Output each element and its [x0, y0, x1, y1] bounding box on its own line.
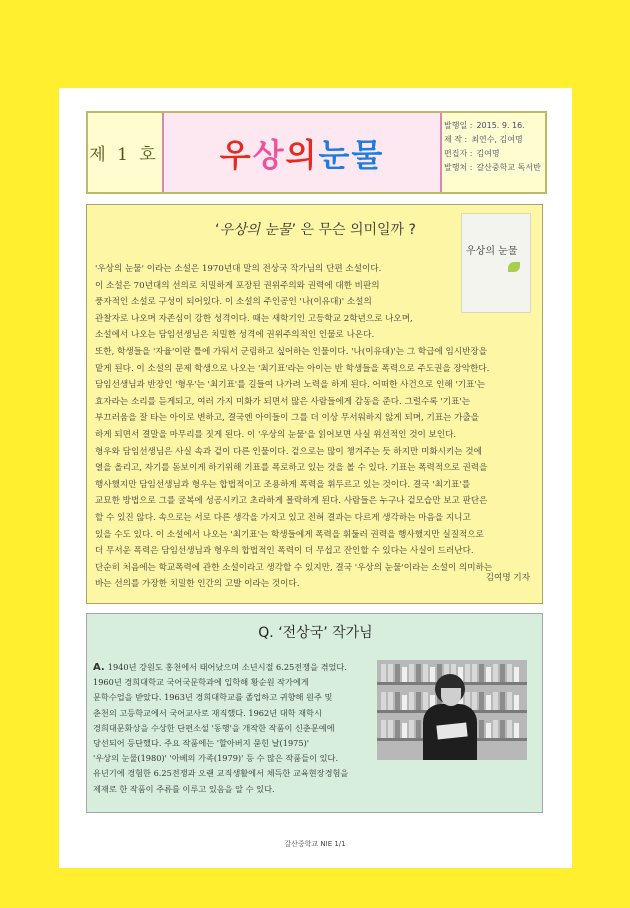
article-line: 열을 올리고, 자기를 돋보이게 하기위해 기표를 폭로하고 있는 것을 볼 수 있다. 기표는 폭력적으로 권력을 — [95, 463, 488, 474]
article-line: 담임선생님과 반장인 '형우'는 '최기표'를 길들여 나가려 노력을 하게 된다. 어떠한 사건으로 인해 '기표'는 — [95, 380, 486, 391]
book-cover-title: 우상의 눈물 — [466, 246, 518, 257]
qa-line-text: 1940년 강원도 홍천에서 태어났으며 소년시절 6.25전쟁을 겪었다. — [107, 662, 347, 672]
answer-mark: A. — [93, 662, 105, 673]
title-char: 상 — [252, 135, 286, 174]
article-body — [95, 261, 533, 593]
article-line: 할 수 있진 않다. 속으로는 서로 다른 생각을 가지고 있고 전혀 결과는 다르게 생각하는 마음을 지니고 — [95, 512, 471, 523]
article-line: 행사했지만 담임선생님과 형우는 합법적이고 조용하게 폭력을 휘두르고 있는 것이다. 결국 '최기표'를 — [95, 479, 471, 490]
author-qa-section — [86, 613, 543, 813]
qa-line: 제재로 한 작품이 주류를 이루고 있음을 알 수 있다. — [93, 783, 275, 794]
title-char: 물 — [351, 135, 385, 174]
issue-number: 제 1 호 — [89, 145, 159, 165]
qa-answer — [93, 660, 393, 797]
article-line: 단순히 처음에는 학교폭력에 관한 소설이라고 생각할 수 있지만, 결국 '우상의 눈물'이라는 소설이 의미하는 — [95, 562, 493, 573]
qa-line: 당선되어 등단했다. 주요 작품에는 '할아버지 묻힌 날(1975)' — [93, 738, 310, 749]
article-line: 형우와 담임선생님은 사실 속과 겉이 다른 인물이다. 겉으로는 많이 챙겨주는 듯 하지만 미화시키는 것에 — [95, 446, 482, 457]
article-byline: 김여명 기자 — [485, 573, 530, 583]
article-line: 맡게 된다. 이 소설의 문제 학생으로 나오는 '최기표'라는 아이는 반 학생들을 폭력으로 주도권을 장악한다. — [95, 363, 490, 374]
article-line: 효자라는 소리를 듣게되고, 여러 가지 미화가 되면서 많은 사람들에게 감동을 준다. 그럴수록 '기표'는 — [95, 396, 471, 407]
main-article — [86, 204, 543, 604]
article-line: 이 소설은 70년대의 선의로 치밀하게 포장된 권위주의와 권력에 대한 비판의 — [95, 280, 380, 291]
article-line: 관찰자로 나오며 자존심이 강한 성격이다. 때는 새학기인 고등학교 2학년으로 나오며, — [95, 313, 413, 324]
article-line: 있을 수도 있다. 이 소설에서 나오는 '최기표'는 학생들에게 폭력을 휘둘러 권력을 행사했지만 실질적으로 — [95, 529, 484, 540]
qa-line: 문학수업을 받았다. 1963년 경희대학교를 졸업하고 귀향해 원주 및 — [93, 692, 333, 703]
article-line: 부끄러움을 잘 타는 아이로 변하고, 결국엔 아이들이 그를 더 이상 무서워하지 않게 되며, 기표는 가출을 — [95, 413, 480, 424]
qa-line: 유년기에 경험한 6.25전쟁과 오랜 교직생활에서 체득한 교육현장경험을 — [93, 768, 349, 779]
article-line: '우상의 눈물' 이라는 소설은 1970년대 말의 전상국 작가님의 단편 소설이다. — [95, 264, 382, 274]
article-line: 더 무서운 폭력은 담임선생님과 형우의 합법적인 폭력이 더 무섭고 잔인할 수 있다는 사실이 드러난다. — [95, 546, 474, 557]
producers: 제 작 : 최연수, 김여명 — [444, 135, 523, 144]
newsletter-title — [162, 113, 442, 192]
editor: 편집자 : 김여명 — [444, 149, 500, 158]
page-footer: 갈산중학교 NIE 1/1 — [284, 840, 346, 848]
article-line: 교묘한 방법으로 그를 굴복에 성공시키고 초라하게 몰락하게 된다. 사람들은 누구나 겉모습만 보고 판단은 — [95, 496, 488, 507]
publish-date: 발행일 : 2015. 9. 16. — [444, 121, 525, 130]
article-line: 하게 되면서 결말을 마무리를 짓게 된다. 이 '우상의 눈물'을 읽어보면 사실 위선적인 것이 보인다. — [95, 429, 457, 440]
article-line: 소설에서 나오는 담임선생님은 치밀한 성격에 권위주의적인 인물로 나온다. — [95, 330, 375, 341]
article-line: 바는 선의를 가장한 치밀한 인간의 고발 이라는 것이다. — [95, 579, 300, 590]
publisher: 발행처 : 갈산중학교 독서반 — [444, 163, 541, 172]
newsletter-header — [86, 111, 547, 194]
qa-title: Q. ‘전상국’ 작가님 — [258, 625, 373, 641]
article-line: 풍자적인 소설로 구성이 되어있다. 이 소설의 주인공인 '나(이유대)' 소설의 — [95, 297, 372, 308]
qa-line: '우상의 눈물(1980)' '아베의 가족(1979)' 등 수 많은 작품들이 있다. — [93, 753, 339, 764]
qa-line: 1960년 경희대학교 국어국문학과에 입학해 황순원 작가에게 — [93, 677, 309, 688]
publication-info — [444, 119, 544, 175]
qa-line — [93, 660, 393, 675]
title-char: 의 — [285, 135, 319, 174]
qa-line: 경희대문화상을 수상한 단편소설 '동행'을 개작한 작품이 신춘문예에 — [93, 722, 335, 733]
qa-line: 춘천의 고등학교에서 국어교사로 재직했다. 1962년 대학 재학시 — [93, 707, 322, 718]
title-char: 눈 — [318, 135, 352, 174]
article-line: 또한, 학생들을 '자율'이란 틀에 가둬서 군림하고 싶어하는 인물이다. '나(이유대)'는 그 학급에 임시반장을 — [95, 346, 488, 357]
article-title: ‘우상의 눈물’ 은 무슨 의미일까 ? — [215, 222, 416, 238]
author-photo — [377, 660, 527, 760]
title-char: 우 — [219, 135, 253, 174]
article-title-book: 우상의 눈물 — [219, 222, 292, 238]
